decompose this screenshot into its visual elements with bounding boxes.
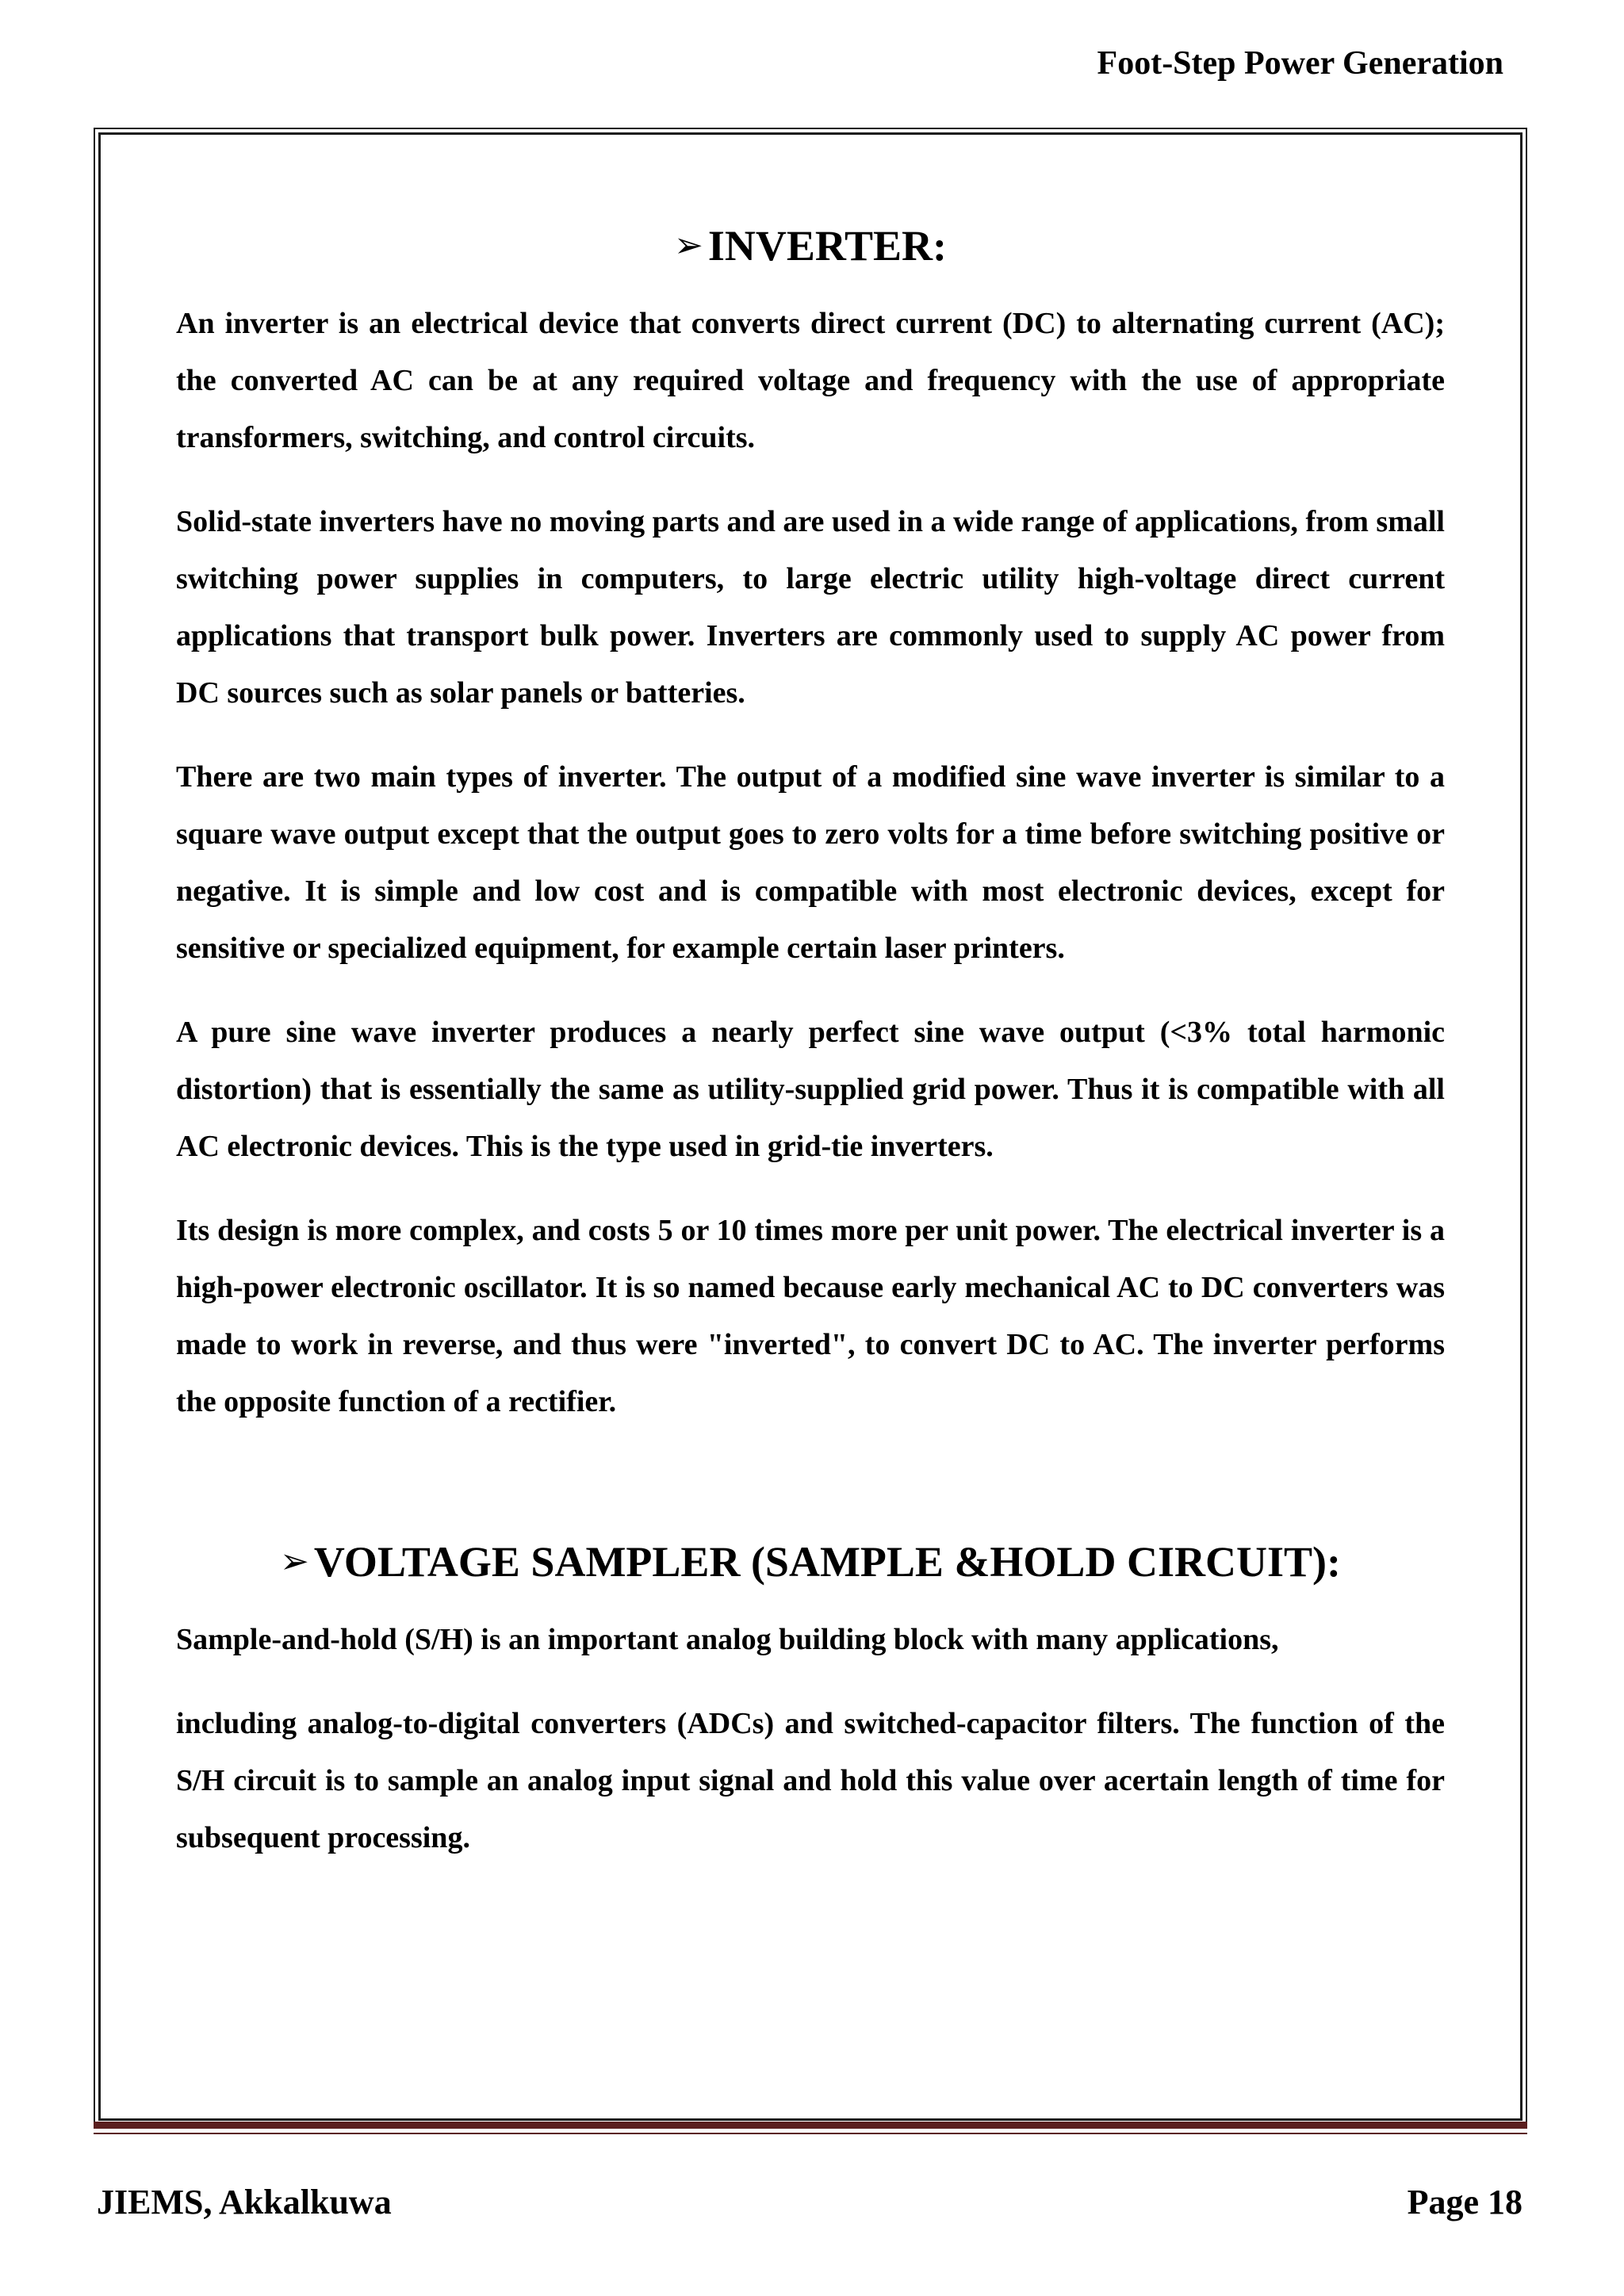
paragraph: An inverter is an electrical device that converts direct current (DC) to alternating current (AC); the converted AC can be at any required voltage and frequency with the use of appropriate transformers, switching, and control circuits. — [176, 307, 1445, 454]
heading-text: VOLTAGE SAMPLER (SAMPLE &HOLD CIRCUIT): — [313, 1538, 1341, 1586]
paragraph: Solid-state inverters have no moving parts and are used in a wide range of applications, from small switching power supplies in computers, to large electric utility high-voltage direct current applications that transport bulk power. Inverters are commonly used to supply AC power from DC sources such as solar panels or batteries. — [176, 505, 1445, 710]
footer-institution: JIEMS, Akkalkuwa — [97, 2183, 392, 2221]
footer-page-number: Page 18 — [1407, 2183, 1522, 2221]
page-content — [176, 214, 1445, 1866]
heading-text: INVERTER: — [707, 222, 947, 270]
section-heading-inverter — [176, 214, 1445, 277]
footer-rule-thick — [94, 2122, 1527, 2129]
running-header-title: Foot-Step Power Generation — [1097, 45, 1503, 82]
paragraph: Its design is more complex, and costs 5 or 10 times more per unit power. The electrical inverter is a high-power electronic oscillator. It is so named because early mechanical AC to DC converters was made to work in reverse, and thus were "inverted", to convert DC to AC. The inverter performs the opposite function of a rectifier. — [176, 1214, 1445, 1418]
arrow-bullet-icon: ➢ — [280, 1541, 309, 1582]
section-heading-voltage-sampler — [176, 1530, 1445, 1594]
arrow-bullet-icon: ➢ — [673, 225, 703, 266]
paragraph: including analog-to-digital converters (ADCs) and switched-capacitor filters. The function of the S/H circuit is to sample an analog input signal and hold this value over acertain length of time for subsequent processing. — [176, 1707, 1445, 1854]
paragraph: Sample-and-hold (S/H) is an important analog building block with many applications, — [176, 1623, 1279, 1656]
footer-rule-thin — [94, 2133, 1527, 2134]
paragraph: A pure sine wave inverter produces a nearly perfect sine wave output (<3% total harmonic distortion) that is essentially the same as utility-supplied grid power. Thus it is compatible with all AC electronic devices. This is the type used in grid-tie inverters. — [176, 1016, 1445, 1163]
paragraph: There are two main types of inverter. The output of a modified sine wave inverter is similar to a square wave output except that the output goes to zero volts for a time before switching positive or negative. It is simple and low cost and is compatible with most electronic devices, except for sensitive or specialized equipment, for example certain laser printers. — [176, 760, 1445, 965]
